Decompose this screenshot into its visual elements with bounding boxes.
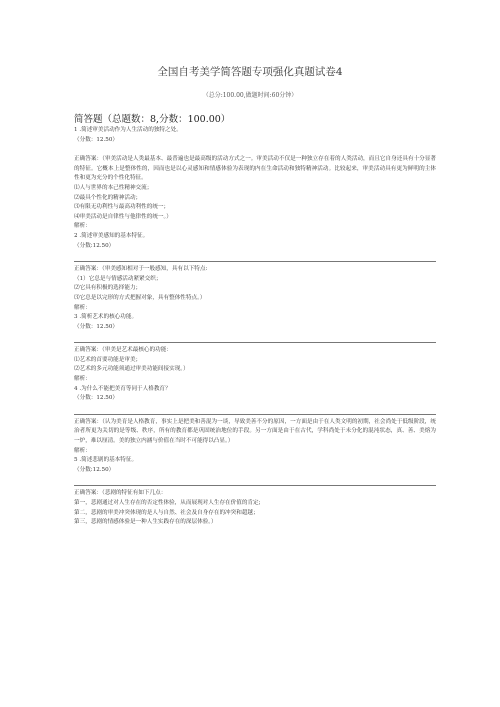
analysis-label: 解析： [74, 447, 91, 454]
answer-line: ⑷审美活动是自律性与他律性的统一。） [74, 213, 172, 220]
question-text: 4 .为什么不能把美育等同于人格教育？ [74, 385, 171, 392]
question-block [74, 385, 436, 457]
question-block [74, 126, 436, 232]
question-block [74, 456, 436, 528]
question-block [74, 232, 436, 313]
answer-text: 正确答案：（悲剧的特征有如下几点： [74, 485, 436, 499]
question-text: 5 .简述悲剧的基本特征。 [74, 457, 138, 464]
answer-text: 正确答案：（审美活动是人类最基本、最普遍也是最高级的活动方式之一。审美活动不仅是一种独立存在着的人类活动，而且它自身还具有十分显著的特征。它概本上是整体性的，因而也是以心灵感知和情感体验为表现的内在生命活动和独特精神活动。比较起来，审美活动具有更为鲜明的主体性和更为充分的个性化特征。 [74, 156, 436, 182]
section-heading: 简答题（总题数：8,分数：100.00） [74, 114, 231, 125]
page-title: 全国自考美学简答题专项强化真题试卷4 [157, 66, 343, 78]
answer-line: ⑴艺术的首要功能是审美； [74, 356, 142, 363]
question-score: （分数:12.50） [74, 466, 115, 473]
answer-text: 正确答案：（审美感知相对于一般感知，具有以下特点: [74, 261, 436, 275]
analysis-label: 解析： [74, 304, 91, 311]
answer-line: 第三，悲剧的情感体验是一种人生实践存在的深层体验。） [74, 519, 217, 526]
question-text: 2 .简述审美感知的基本特征。 [74, 232, 149, 239]
answer-text: 正确答案：（认为美育是人格教育，事实上是把美和善混为一谈，导致美善不分的原因，一方面是由于在人类文明的初期，社会尚处于低级阶段，统治者所更为关切的是等级、秩序，所有的教育都是巩固统治地位的手段。另一方面是由于在古代，学科尚处于未分化的混沌状态，真、善、美熔为一炉，难以厘清。美的独立内涵与价值在当时不可能得以凸显。） [74, 414, 436, 447]
answer-line: 第二，悲剧的审美冲突体现的是人与自然、社会及自身存在的冲突和超越； [74, 509, 259, 516]
question-score: （分数：12.50） [74, 323, 118, 330]
question-score: （分数：12.50） [74, 136, 118, 143]
question-score: （分数:12.50） [74, 242, 115, 249]
analysis-label: 解析： [74, 223, 91, 230]
question-score: （分数：12.50） [74, 395, 118, 402]
answer-line: ⑵最具个性化的精神活动； [74, 194, 142, 201]
exam-meta: （总分:100.00,做题时间:60分钟） [202, 92, 298, 99]
answer-line: ⑵它具有积极的选择能力； [74, 285, 142, 292]
answer-line: ⑶有限无功利性与最高功利性的统一； [74, 204, 170, 211]
answer-line: （1）它总是与情感活动紧紧交织； [74, 275, 162, 282]
analysis-label: 解析： [74, 376, 91, 383]
answer-text: 正确答案：（审美是艺术最核心的功能： [74, 342, 436, 356]
answer-line: 第一，悲剧通过对人生存在的否定性体验，从而展现对人生存在价值的肯定; [74, 500, 261, 506]
answer-line: ⑴人与世界的本己性精神交流； [74, 184, 153, 191]
answer-line: ⑵艺术的多元功能须通过审美功能间接实现。） [74, 366, 189, 373]
question-text: 3 .简析艺术的核心功能。 [74, 314, 138, 321]
answer-line: ⑶它总是以完形的方式把握对象，具有整体性特点。） [74, 294, 206, 301]
question-list [74, 126, 436, 528]
question-text: 1 .简述审美活动作为人生活动的独特之处。 [74, 127, 182, 133]
question-block [74, 313, 436, 385]
